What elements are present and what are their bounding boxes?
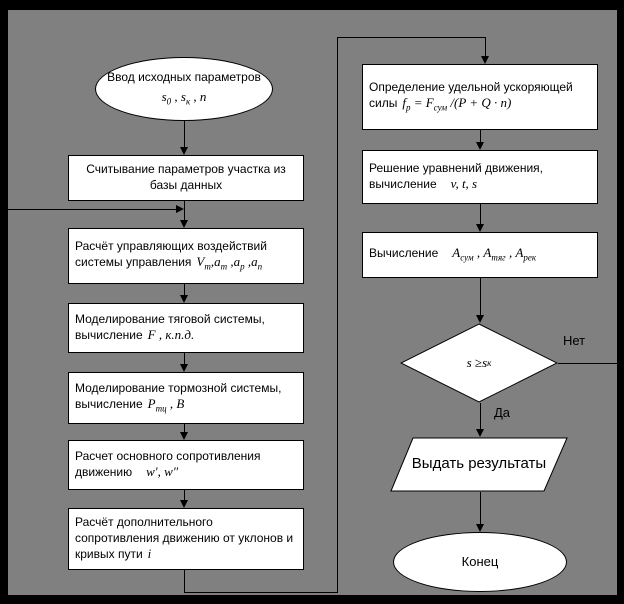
start-math: $s_0$ , $s_к$ , n bbox=[161, 89, 207, 107]
read-params-label: Считывание параметров участка из базы данных bbox=[86, 162, 286, 192]
flow-line-read-control bbox=[184, 201, 185, 220]
motion-equations-box bbox=[362, 150, 598, 204]
control-calc-text bbox=[75, 239, 297, 274]
accel-force-label: Определение удельной ускоряющей силы bbox=[369, 79, 573, 111]
work-calc-label: Вычисление bbox=[369, 246, 439, 261]
flow-line-into-accel bbox=[485, 37, 486, 56]
arrow-down-icon bbox=[180, 147, 188, 155]
flow-line-accel-motion bbox=[480, 130, 481, 142]
brake-model-math: $P_{тц}$ , В bbox=[147, 396, 185, 414]
motion-equations-label: Решение уравнений движения, вычисление bbox=[369, 160, 543, 192]
start-label: Ввод исходных параметров bbox=[107, 69, 261, 84]
main-resistance-math: w′, w″ bbox=[146, 464, 179, 480]
brake-model-text bbox=[75, 381, 297, 416]
extra-resistance-box bbox=[68, 508, 304, 570]
yes-branch-label: Да bbox=[494, 405, 511, 420]
arrow-down-icon bbox=[476, 315, 484, 323]
output-label: Выдать результаты bbox=[411, 455, 547, 473]
traction-model-box bbox=[68, 303, 304, 353]
arrow-down-icon bbox=[180, 220, 188, 228]
main-resistance-label: Расчет основного сопротивления движению bbox=[75, 448, 261, 480]
traction-model-text bbox=[75, 312, 297, 344]
flow-line-start-read bbox=[184, 121, 185, 148]
read-params-box bbox=[68, 155, 304, 201]
brake-model-label: Моделирование тормозной системы, вычисление bbox=[75, 380, 282, 412]
flow-line-decision-output bbox=[480, 403, 481, 429]
arrow-down-icon bbox=[476, 429, 484, 437]
arrow-down-icon bbox=[180, 500, 188, 508]
arrow-down-icon bbox=[180, 295, 188, 303]
arrow-down-icon bbox=[476, 142, 484, 150]
arrow-right-icon bbox=[176, 205, 184, 213]
extra-resistance-math: i bbox=[147, 546, 152, 562]
work-calc-text bbox=[369, 245, 536, 264]
work-calc-box bbox=[362, 232, 598, 278]
arrow-down-icon bbox=[481, 56, 489, 64]
flow-line-extra-down bbox=[184, 570, 185, 593]
work-calc-math: $A_{сум}$ , $A_{тяг}$ , $A_{рек}$ bbox=[452, 245, 537, 263]
flow-line-riser bbox=[337, 37, 338, 593]
end-label: Конец bbox=[461, 553, 499, 569]
flow-line-control-traction bbox=[184, 284, 185, 295]
traction-model-label: Моделирование тяговой системы, вычисление bbox=[75, 311, 265, 343]
motion-equations-text bbox=[369, 161, 591, 193]
extra-resistance-text bbox=[75, 515, 297, 563]
flow-line-output-end bbox=[480, 492, 481, 524]
traction-model-math: F , к.п.д. bbox=[147, 327, 195, 343]
control-calc-label: Расчёт управляющих воздействий системы управления bbox=[75, 238, 267, 270]
flow-line-bottom bbox=[184, 592, 338, 593]
arrow-down-icon bbox=[476, 524, 484, 532]
accel-force-math: $f_р = F_{сум}$ /(P + Q · n) bbox=[402, 95, 512, 113]
motion-equations-math: v, t, s bbox=[450, 176, 478, 192]
main-resistance-box bbox=[68, 440, 304, 490]
no-branch-label: Нет bbox=[563, 333, 586, 348]
flow-line-loop-entry bbox=[8, 209, 176, 210]
control-calc-math: $V_т,a_т$ $,a_р$ $,a_п$ bbox=[196, 254, 263, 272]
end-node bbox=[393, 532, 567, 592]
decision-diamond bbox=[400, 323, 558, 403]
flow-line-no-branch bbox=[558, 363, 617, 364]
arrow-down-icon bbox=[180, 432, 188, 440]
flow-line-top bbox=[337, 37, 486, 38]
extra-resistance-label: Расчёт дополнительного сопротивления движению от уклонов и кривых пути bbox=[75, 514, 294, 562]
output-parallelogram bbox=[390, 437, 568, 492]
arrow-down-icon bbox=[476, 224, 484, 232]
decision-math: s ≥ s к bbox=[466, 355, 492, 370]
main-resistance-text bbox=[75, 449, 297, 481]
flow-line-work-decision bbox=[480, 278, 481, 315]
flow-line-mainres-extra bbox=[184, 490, 185, 500]
arrow-down-icon bbox=[180, 364, 188, 372]
accel-force-text bbox=[369, 80, 591, 115]
flow-line-motion-work bbox=[480, 204, 481, 224]
accel-force-box bbox=[362, 64, 598, 130]
flow-line-brake-mainres bbox=[184, 424, 185, 432]
brake-model-box bbox=[68, 372, 304, 424]
flow-line-traction-brake bbox=[184, 353, 185, 364]
start-node bbox=[95, 57, 273, 121]
control-calc-box bbox=[68, 228, 304, 284]
